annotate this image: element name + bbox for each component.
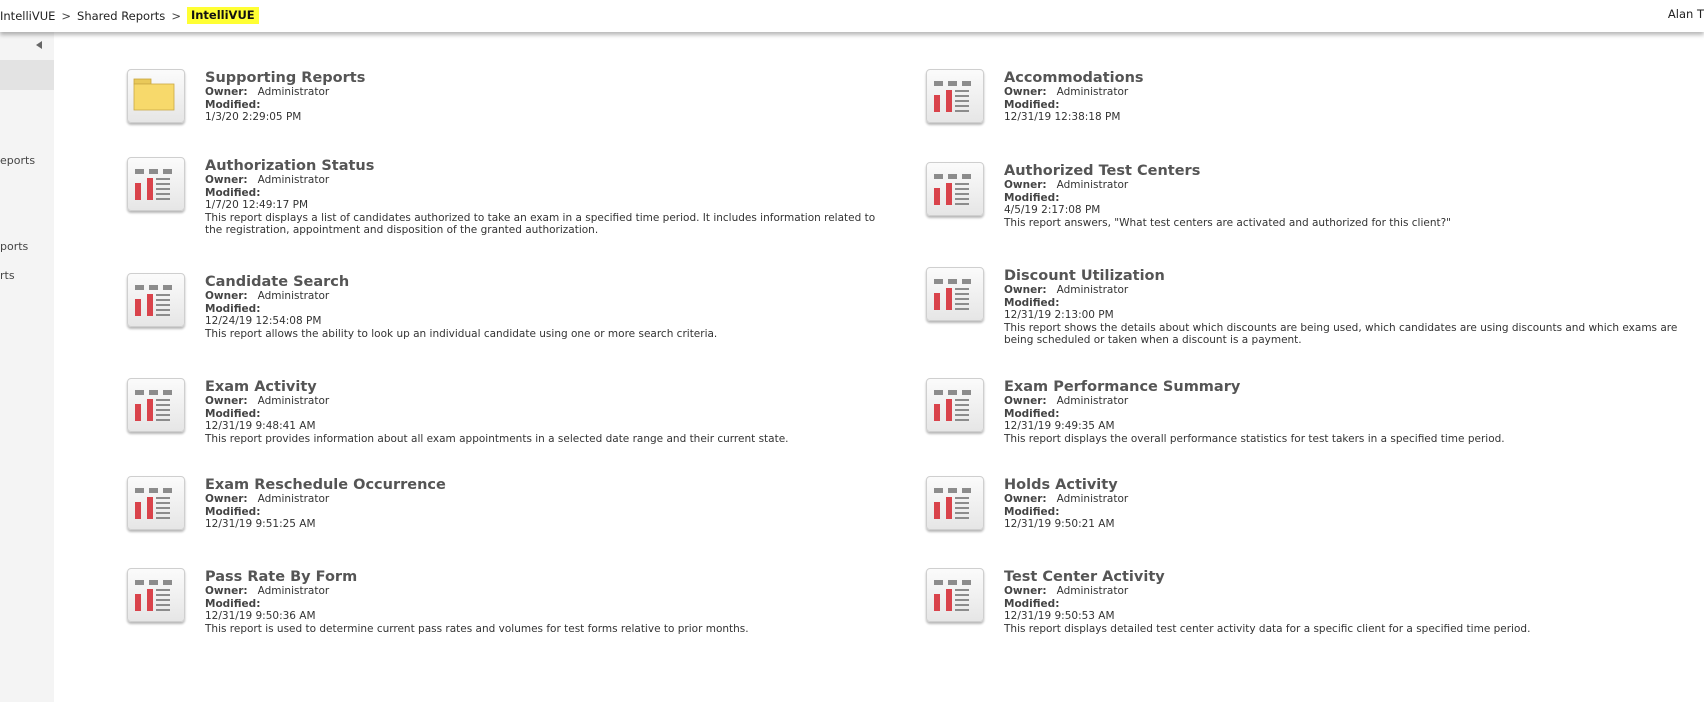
report-description: This report is used to determine current pass rates and volumes for test forms relative to prior months. bbox=[205, 622, 749, 635]
modified-value: 12/31/19 9:49:35 AM bbox=[1004, 420, 1115, 432]
breadcrumb-shared-reports[interactable]: Shared Reports bbox=[77, 8, 166, 23]
report-icon[interactable] bbox=[926, 568, 984, 622]
report-icon[interactable] bbox=[127, 568, 185, 622]
report-description: This report displays detailed test center activity data for a specific client for a specified time period. bbox=[1004, 622, 1531, 635]
owner-value: Administrator bbox=[1056, 585, 1129, 597]
owner-value: Administrator bbox=[1056, 86, 1129, 98]
report-owner-line bbox=[205, 86, 895, 99]
owner-label: Owner: bbox=[205, 395, 248, 407]
report-details bbox=[205, 376, 895, 445]
report-icon[interactable] bbox=[926, 378, 984, 432]
owner-label: Owner: bbox=[1004, 284, 1047, 296]
report-icon[interactable] bbox=[926, 162, 984, 216]
report-modified-line bbox=[1004, 506, 1694, 519]
modified-value: 1/3/20 2:29:05 PM bbox=[205, 111, 302, 123]
owner-value: Administrator bbox=[257, 174, 330, 186]
report-details bbox=[1004, 160, 1694, 229]
modified-value: 12/31/19 9:50:36 AM bbox=[205, 610, 316, 622]
owner-value: Administrator bbox=[1056, 179, 1129, 191]
sidebar-item-reports-3[interactable]: rts bbox=[0, 269, 15, 282]
owner-label: Owner: bbox=[205, 493, 248, 505]
owner-label: Owner: bbox=[1004, 86, 1047, 98]
report-title[interactable]: Accommodations bbox=[1004, 70, 1144, 86]
report-details bbox=[1004, 474, 1694, 531]
owner-label: Owner: bbox=[1004, 493, 1047, 505]
sidebar-item-reports-2[interactable]: ports bbox=[0, 240, 29, 253]
breadcrumb-intellivue-root[interactable]: IntelliVUE bbox=[0, 8, 56, 23]
report-owner-line bbox=[205, 585, 895, 598]
owner-value: Administrator bbox=[257, 290, 330, 302]
report-description: This report displays a list of candidates authorized to take an exam in a specified time period. It includes information related to the registration, appointment and disposition of the granted authorization. bbox=[205, 211, 876, 236]
report-owner-line bbox=[205, 290, 895, 303]
report-title[interactable]: Pass Rate By Form bbox=[205, 569, 358, 585]
reports-grid bbox=[54, 32, 1704, 702]
report-owner-line bbox=[1004, 86, 1694, 99]
owner-value: Administrator bbox=[1056, 493, 1129, 505]
owner-value: Administrator bbox=[1056, 284, 1129, 296]
report-icon[interactable] bbox=[926, 267, 984, 321]
report-details bbox=[205, 155, 895, 237]
report-details bbox=[1004, 67, 1694, 124]
report-details bbox=[205, 474, 895, 531]
report-modified-line bbox=[1004, 192, 1694, 205]
modified-label: Modified: bbox=[205, 505, 261, 518]
report-owner-line bbox=[205, 174, 895, 187]
user-name[interactable]: Alan T bbox=[1667, 7, 1704, 21]
owner-label: Owner: bbox=[205, 290, 248, 302]
modified-value: 12/31/19 9:50:21 AM bbox=[1004, 518, 1115, 530]
report-title[interactable]: Test Center Activity bbox=[1004, 569, 1165, 585]
modified-value: 12/31/19 2:13:00 PM bbox=[1004, 309, 1114, 321]
report-owner-line bbox=[1004, 395, 1694, 408]
report-title[interactable]: Exam Reschedule Occurrence bbox=[205, 477, 446, 493]
report-modified-line bbox=[205, 506, 895, 519]
owner-label: Owner: bbox=[1004, 395, 1047, 407]
modified-label: Modified: bbox=[1004, 597, 1060, 610]
report-modified-line bbox=[205, 408, 895, 421]
report-owner-line bbox=[205, 395, 895, 408]
report-description: This report answers, "What test centers are activated and authorized for this client?" bbox=[1004, 216, 1452, 229]
report-icon[interactable] bbox=[127, 476, 185, 530]
modified-value: 12/31/19 12:38:18 PM bbox=[1004, 111, 1121, 123]
owner-value: Administrator bbox=[257, 395, 330, 407]
breadcrumb-separator: > bbox=[171, 8, 181, 23]
modified-value: 12/31/19 9:48:41 AM bbox=[205, 420, 316, 432]
owner-value: Administrator bbox=[257, 86, 330, 98]
modified-label: Modified: bbox=[205, 407, 261, 420]
owner-value: Administrator bbox=[257, 493, 330, 505]
report-details bbox=[1004, 566, 1694, 635]
report-modified-line bbox=[205, 598, 895, 611]
report-icon[interactable] bbox=[926, 69, 984, 123]
sidebar-item-reports[interactable]: eports bbox=[0, 154, 36, 167]
modified-label: Modified: bbox=[1004, 191, 1060, 204]
report-details bbox=[1004, 265, 1694, 347]
report-title[interactable]: Authorization Status bbox=[205, 158, 375, 174]
modified-value: 12/24/19 12:54:08 PM bbox=[205, 315, 322, 327]
modified-label: Modified: bbox=[205, 302, 261, 315]
collapse-sidebar-icon[interactable] bbox=[36, 41, 42, 49]
owner-value: Administrator bbox=[1056, 395, 1129, 407]
report-title[interactable]: Candidate Search bbox=[205, 274, 350, 290]
owner-label: Owner: bbox=[1004, 179, 1047, 191]
report-modified-line bbox=[1004, 408, 1694, 421]
report-modified-line bbox=[205, 303, 895, 316]
modified-label: Modified: bbox=[1004, 296, 1060, 309]
report-title[interactable]: Holds Activity bbox=[1004, 477, 1118, 493]
modified-label: Modified: bbox=[1004, 505, 1060, 518]
modified-label: Modified: bbox=[205, 186, 261, 199]
owner-value: Administrator bbox=[257, 585, 330, 597]
report-title[interactable]: Discount Utilization bbox=[1004, 268, 1165, 284]
report-owner-line bbox=[1004, 179, 1694, 192]
report-title[interactable]: Authorized Test Centers bbox=[1004, 163, 1201, 179]
report-description: This report displays the overall performance statistics for test takers in a specified time period. bbox=[1004, 432, 1505, 445]
report-modified-line bbox=[205, 187, 895, 200]
sidebar bbox=[0, 32, 54, 702]
modified-value: 12/31/19 9:50:53 AM bbox=[1004, 610, 1115, 622]
modified-label: Modified: bbox=[1004, 98, 1060, 111]
report-owner-line bbox=[205, 493, 895, 506]
owner-label: Owner: bbox=[205, 174, 248, 186]
report-title[interactable]: Exam Performance Summary bbox=[1004, 379, 1241, 395]
report-modified-line bbox=[1004, 99, 1694, 112]
modified-value: 12/31/19 9:51:25 AM bbox=[205, 518, 316, 530]
modified-value: 1/7/20 12:49:17 PM bbox=[205, 199, 309, 211]
report-description: This report allows the ability to look up an individual candidate using one or more search criteria. bbox=[205, 327, 718, 340]
report-title[interactable]: Exam Activity bbox=[205, 379, 317, 395]
report-icon[interactable] bbox=[127, 378, 185, 432]
report-details bbox=[205, 67, 895, 124]
report-owner-line bbox=[1004, 585, 1694, 598]
report-owner-line bbox=[1004, 493, 1694, 506]
report-owner-line bbox=[1004, 284, 1694, 297]
owner-label: Owner: bbox=[205, 86, 248, 98]
report-details bbox=[205, 566, 895, 635]
folder-icon[interactable] bbox=[127, 69, 185, 123]
report-modified-line bbox=[205, 99, 895, 112]
report-modified-line bbox=[1004, 297, 1694, 310]
breadcrumb bbox=[0, 7, 259, 24]
modified-label: Modified: bbox=[205, 597, 261, 610]
report-icon[interactable] bbox=[127, 273, 185, 327]
report-description: This report shows the details about which discounts are being used, which candidates are using discounts and which exams are being scheduled or taken when a discount is a payment. bbox=[1004, 321, 1678, 346]
report-details bbox=[205, 271, 895, 340]
report-icon[interactable] bbox=[127, 157, 185, 211]
breadcrumb-separator: > bbox=[61, 8, 72, 23]
report-icon[interactable] bbox=[926, 476, 984, 530]
report-description: This report provides information about all exam appointments in a selected date range and their current state. bbox=[205, 432, 789, 445]
modified-label: Modified: bbox=[205, 98, 261, 111]
report-title[interactable]: Supporting Reports bbox=[205, 70, 366, 86]
modified-label: Modified: bbox=[1004, 407, 1060, 420]
owner-label: Owner: bbox=[1004, 585, 1047, 597]
breadcrumb-current: IntelliVUE bbox=[187, 7, 259, 24]
sidebar-selected-item[interactable] bbox=[0, 60, 54, 90]
report-modified-line bbox=[1004, 598, 1694, 611]
report-details bbox=[1004, 376, 1694, 445]
owner-label: Owner: bbox=[205, 585, 248, 597]
modified-value: 4/5/19 2:17:08 PM bbox=[1004, 204, 1101, 216]
top-bar bbox=[0, 0, 1704, 32]
